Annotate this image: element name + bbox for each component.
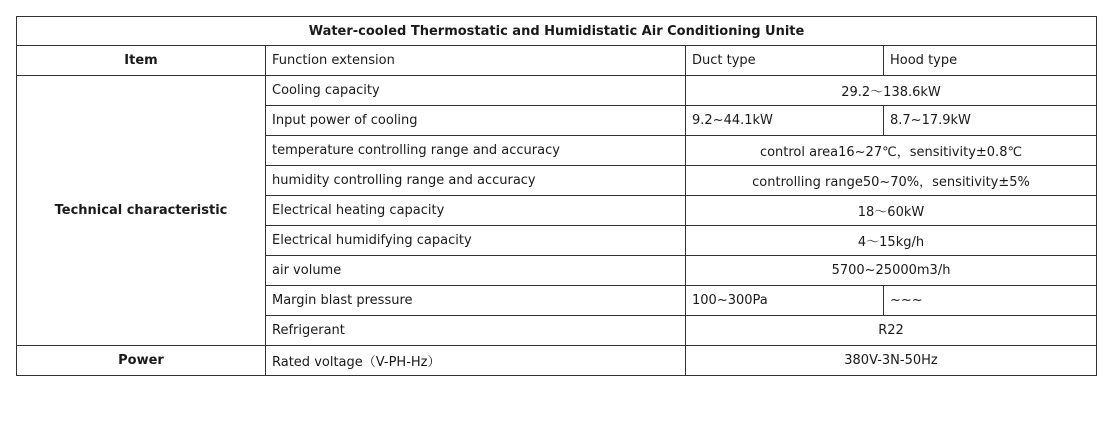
table-title: Water-cooled Thermostatic and Humidistatic Air Conditioning Unite xyxy=(17,17,1097,46)
table-row-power xyxy=(17,346,1097,376)
row-label: temperature controlling range and accuracy xyxy=(266,136,686,166)
row-duct-value: 100~300Pa xyxy=(686,286,884,316)
row-label: Electrical heating capacity xyxy=(266,196,686,226)
section-power: Power xyxy=(17,346,266,376)
table-row-cooling-capacity xyxy=(17,76,1097,106)
row-value: 5700~25000m3/h xyxy=(686,256,1097,286)
row-value: 29.2～138.6kW xyxy=(686,76,1097,106)
row-value: control area16~27℃，sensitivity±0.8℃ xyxy=(686,136,1097,166)
row-label: Cooling capacity xyxy=(266,76,686,106)
header-function: Function extension xyxy=(266,46,686,76)
spec-table xyxy=(16,16,1097,376)
row-hood-value: 8.7~17.9kW xyxy=(884,106,1097,136)
row-label: air volume xyxy=(266,256,686,286)
row-value: R22 xyxy=(686,316,1097,346)
row-label: Rated voltage（V-PH-Hz） xyxy=(266,346,686,376)
header-duct-type: Duct type xyxy=(686,46,884,76)
header-row xyxy=(17,46,1097,76)
row-value: controlling range50~70%，sensitivity±5% xyxy=(686,166,1097,196)
title-row xyxy=(17,17,1097,46)
section-technical: Technical characteristic xyxy=(17,76,266,346)
header-hood-type: Hood type xyxy=(884,46,1097,76)
row-hood-value: ~~~ xyxy=(884,286,1097,316)
row-label: humidity controlling range and accuracy xyxy=(266,166,686,196)
row-duct-value: 9.2~44.1kW xyxy=(686,106,884,136)
header-item: Item xyxy=(17,46,266,76)
row-label: Margin blast pressure xyxy=(266,286,686,316)
row-value: 4～15kg/h xyxy=(686,226,1097,256)
row-value: 18～60kW xyxy=(686,196,1097,226)
row-label: Input power of cooling xyxy=(266,106,686,136)
row-value: 380V-3N-50Hz xyxy=(686,346,1097,376)
row-label: Refrigerant xyxy=(266,316,686,346)
row-label: Electrical humidifying capacity xyxy=(266,226,686,256)
